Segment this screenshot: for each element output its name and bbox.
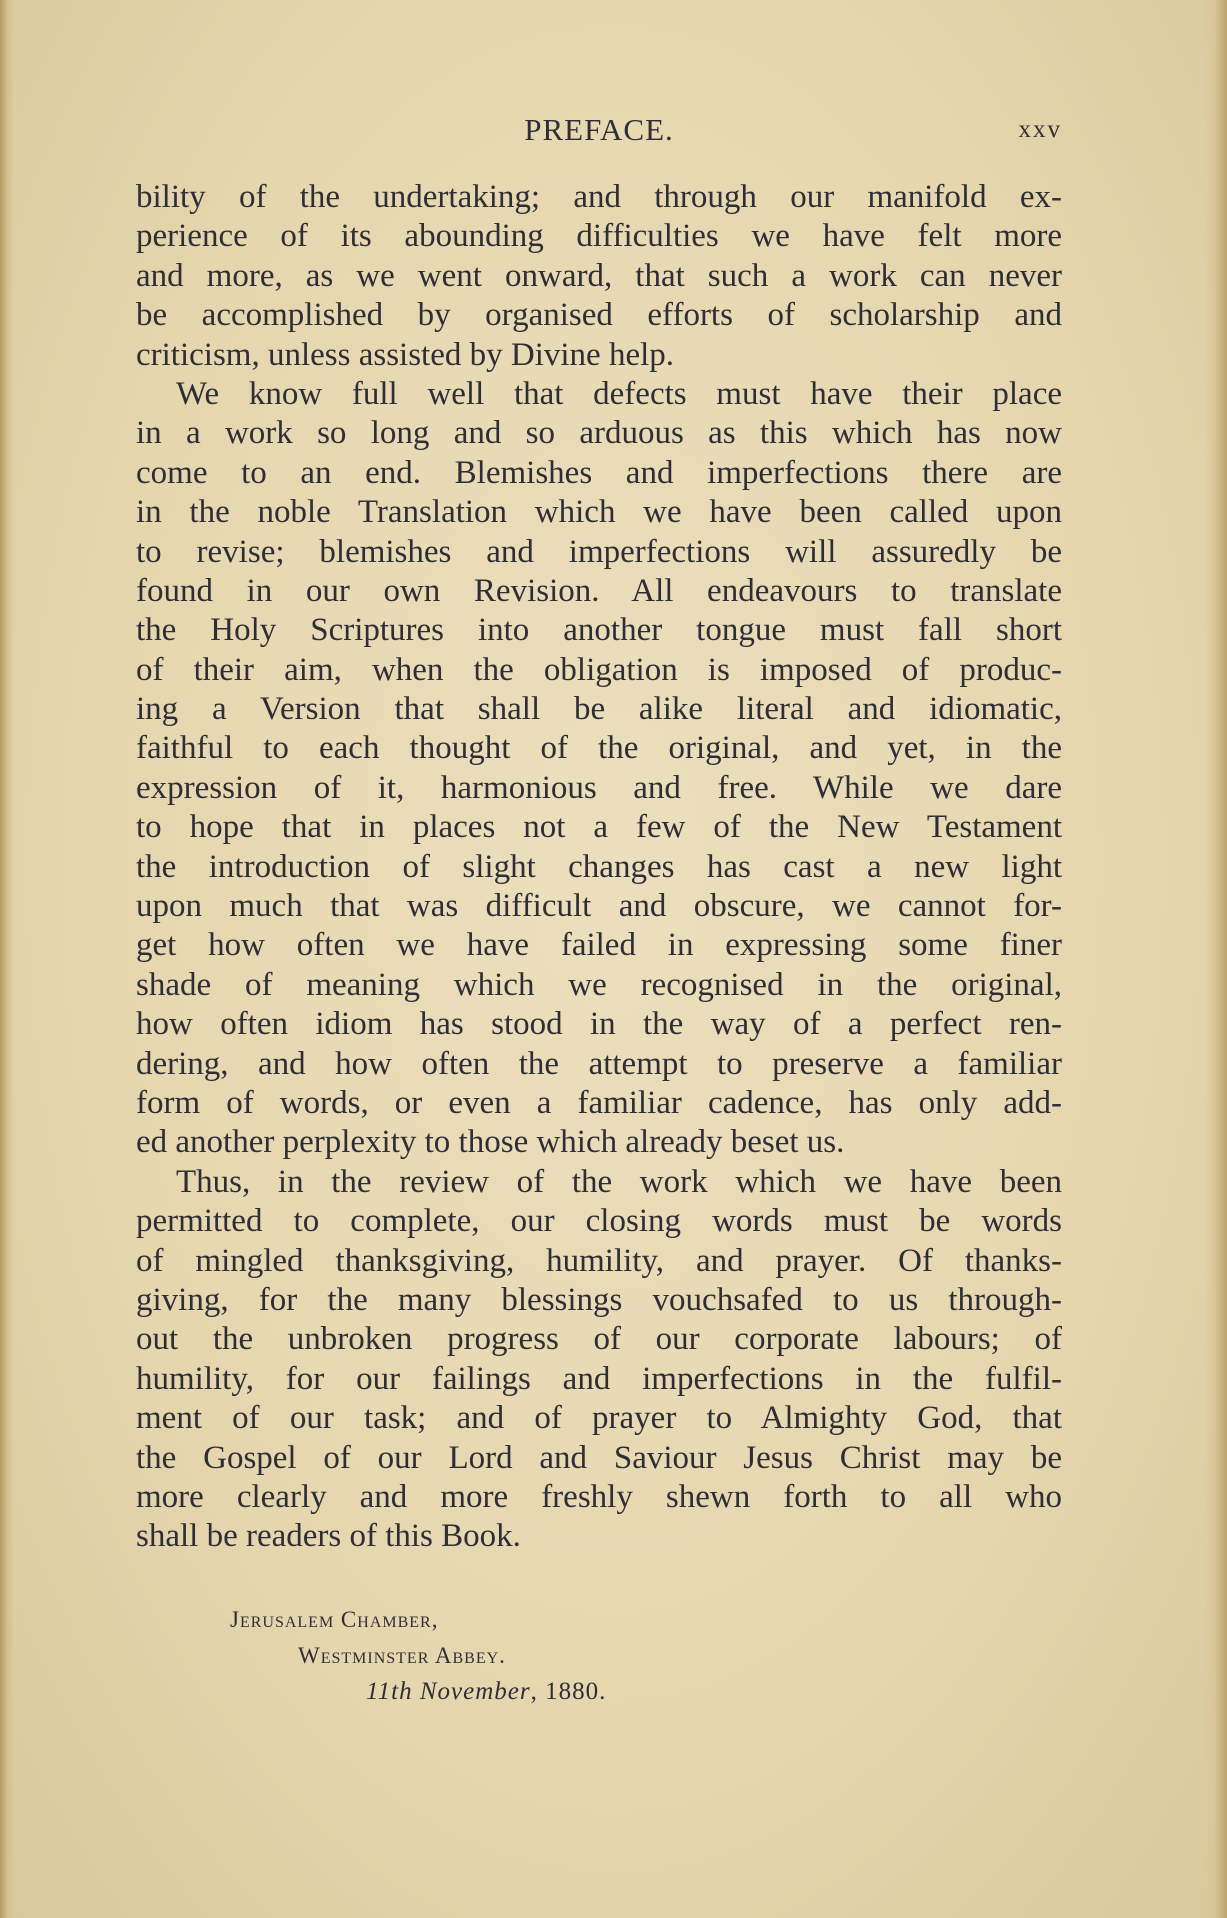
text-line: Thus, in the review of the work which we have been — [176, 1163, 1062, 1200]
text-line: expression of it, harmonious and free. While we dare — [136, 769, 1062, 806]
text-line: criticism, unless assisted by Divine help. — [136, 336, 675, 373]
text-line: in a work so long and so arduous as this which has now — [136, 415, 1062, 452]
text-line: shade of meaning which we recognised in the original, — [136, 966, 1062, 1003]
text-line: the introduction of slight changes has cast a new light — [136, 848, 1062, 885]
text-line: dering, and how often the attempt to preserve a familiar — [136, 1045, 1062, 1082]
text-line: bility of the undertaking; and through our manifold ex- — [136, 179, 1062, 215]
signature-block — [230, 1602, 830, 1710]
date-day: 11th — [366, 1678, 413, 1705]
signature-place: Jerusalem Chamber, — [230, 1607, 439, 1632]
signature-date — [230, 1674, 830, 1710]
text-line: get how often we have failed in expressing some finer — [136, 927, 1062, 964]
page-right-edge — [1205, 0, 1227, 1918]
text-line: upon much that was difficult and obscure, we cannot for- — [136, 888, 1062, 925]
text-line: perience of its abounding difficulties we have felt more — [136, 218, 1062, 255]
text-line: ing a Version that shall be alike literal and idiomatic, — [136, 691, 1062, 728]
text-line: shall be readers of this Book. — [136, 1518, 521, 1555]
text-line: giving, for the many blessings vouchsafed to us through- — [136, 1281, 1062, 1318]
date-month: November — [419, 1678, 531, 1705]
text-line: form of words, or even a familiar cadence, has only add- — [136, 1084, 1062, 1121]
page-left-edge — [0, 0, 14, 1918]
text-line: and more, as we went onward, that such a work can never — [136, 257, 1062, 294]
text-line: of mingled thanksgiving, humility, and prayer. Of thanks- — [136, 1242, 1062, 1279]
text-line: permitted to complete, our closing words must be words — [136, 1203, 1062, 1240]
signature-location: Westminster Abbey. — [298, 1643, 506, 1668]
text-line: of their aim, when the obligation is imposed of produc- — [136, 651, 1062, 688]
text-line: to hope that in places not a few of the New Testament — [136, 809, 1062, 846]
text-line: out the unbroken progress of our corporate labours; of — [136, 1321, 1062, 1358]
text-line: ed another perplexity to those which already beset us. — [136, 1124, 845, 1161]
date-year: , 1880. — [530, 1678, 607, 1705]
text-line: ment of our task; and of prayer to Almighty God, that — [136, 1400, 1062, 1437]
running-title: PREFACE. — [524, 112, 674, 147]
text-line: humility, for our failings and imperfections in the fulfil- — [136, 1360, 1062, 1397]
text-line: how often idiom has stood in the way of a perfect ren- — [136, 1006, 1062, 1043]
page-header — [136, 112, 1062, 152]
text-line: the Gospel of our Lord and Saviour Jesus Christ may be — [136, 1439, 1062, 1476]
text-line: more clearly and more freshly shewn forth to all who — [136, 1478, 1062, 1515]
preface-body — [136, 178, 1062, 1557]
text-line: come to an end. Blemishes and imperfections there are — [136, 454, 1062, 491]
text-line: the Holy Scriptures into another tongue must fall short — [136, 612, 1062, 649]
text-line: found in our own Revision. All endeavours to translate — [136, 572, 1062, 609]
text-line: be accomplished by organised efforts of scholarship and — [136, 297, 1062, 334]
text-line: faithful to each thought of the original, and yet, in the — [136, 730, 1062, 767]
text-line: in the noble Translation which we have been called upon — [136, 494, 1062, 531]
text-line: We know full well that defects must have their place — [176, 375, 1062, 412]
text-line: to revise; blemishes and imperfections will assuredly be — [136, 533, 1062, 570]
page-number: xxv — [1018, 116, 1062, 143]
